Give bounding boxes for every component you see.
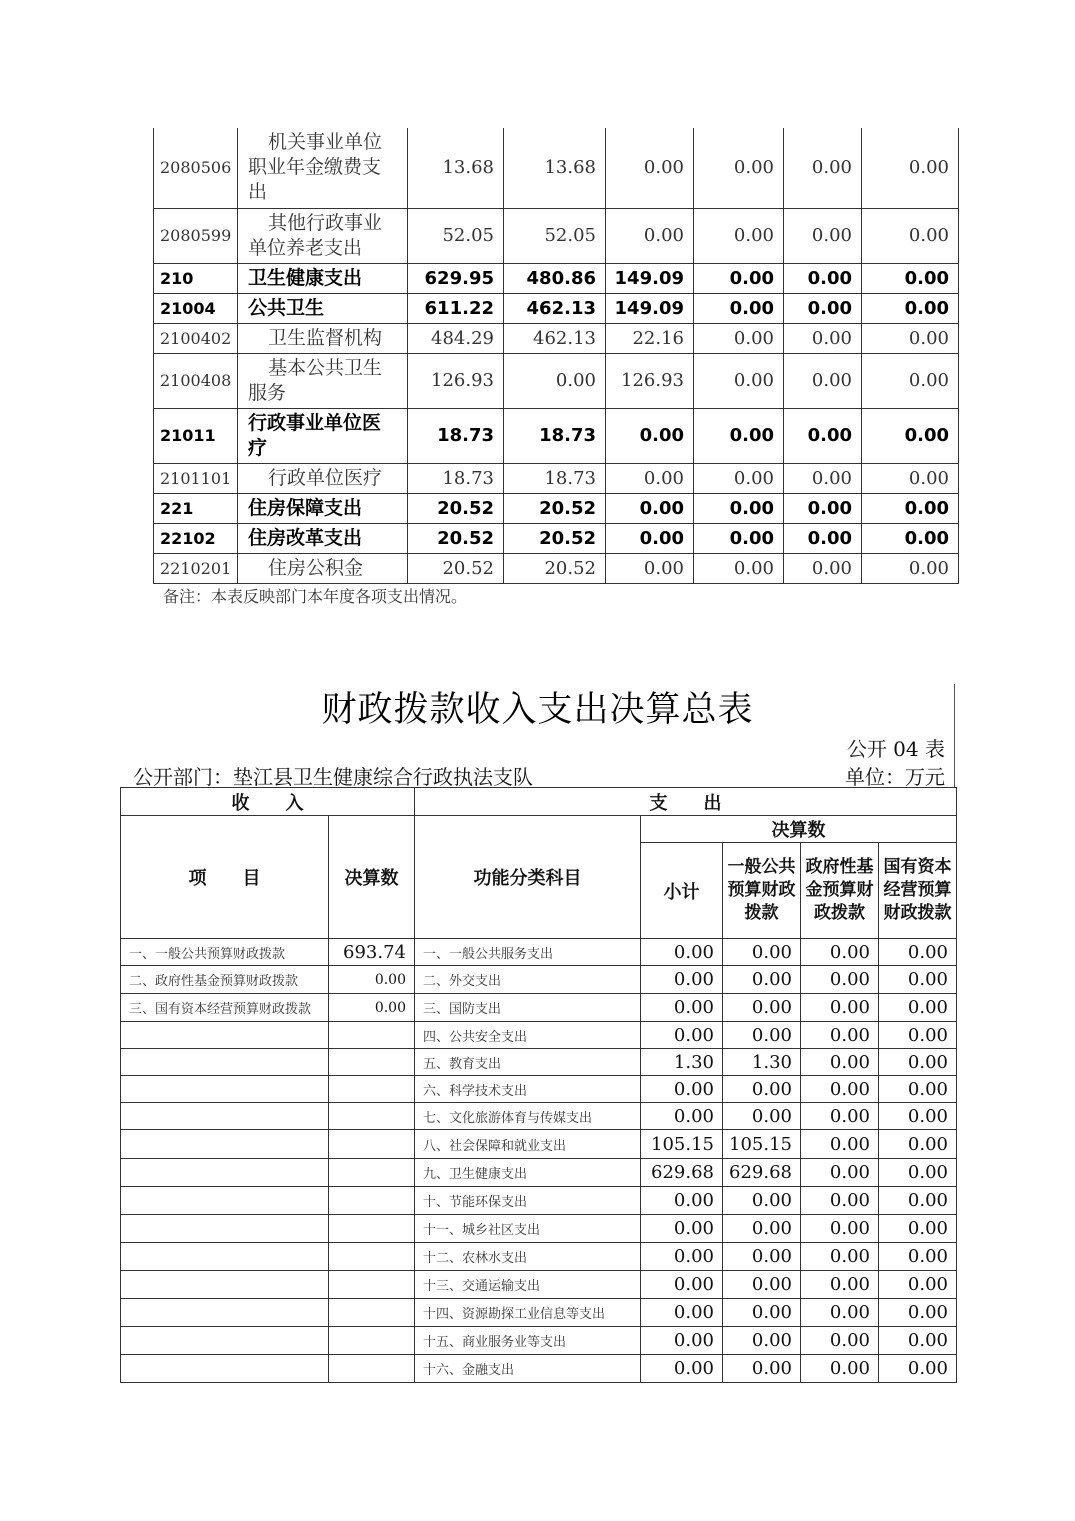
amount-cell: 0.00 xyxy=(606,463,694,493)
income-item xyxy=(121,1327,329,1355)
table-row xyxy=(121,1022,957,1049)
expense-item: 五、教育支出 xyxy=(415,1049,641,1076)
account-name: 基本公共卫生服务 xyxy=(238,353,408,408)
func-class-header: 功能分类科目 xyxy=(415,816,641,939)
income-item xyxy=(121,1243,329,1271)
amount-cell: 20.52 xyxy=(408,493,504,523)
expense-amount: 0.00 xyxy=(641,1103,723,1130)
table-note: 备注：本表反映部门本年度各项支出情况。 xyxy=(163,587,468,606)
expense-item: 三、国防支出 xyxy=(415,994,641,1022)
expense-amount: 0.00 xyxy=(641,1215,723,1243)
amount-cell: 0.00 xyxy=(862,293,959,323)
amount-cell: 611.22 xyxy=(408,293,504,323)
amount-cell: 0.00 xyxy=(694,493,784,523)
table-row xyxy=(154,523,959,553)
table-row xyxy=(154,293,959,323)
expense-amount: 0.00 xyxy=(879,1022,957,1049)
expense-amount: 0.00 xyxy=(723,1022,801,1049)
expense-item: 七、文化旅游体育与传媒支出 xyxy=(415,1103,641,1130)
income-amount xyxy=(329,1076,415,1103)
amount-cell: 149.09 xyxy=(606,263,694,293)
expense-amount: 0.00 xyxy=(641,1299,723,1327)
expense-item: 十六、金融支出 xyxy=(415,1355,641,1383)
income-amount xyxy=(329,1103,415,1130)
income-header: 收 入 xyxy=(121,788,415,816)
expense-amount: 0.00 xyxy=(723,1076,801,1103)
expense-header: 支 出 xyxy=(415,788,957,816)
account-name: 住房保障支出 xyxy=(238,493,408,523)
amount-cell: 18.73 xyxy=(408,408,504,463)
expense-amount: 0.00 xyxy=(723,1327,801,1355)
expense-amount: 0.00 xyxy=(641,1355,723,1383)
amount-cell: 0.00 xyxy=(862,323,959,353)
expense-amount: 0.00 xyxy=(879,1187,957,1215)
expense-amount: 0.00 xyxy=(801,1103,879,1130)
expense-amount: 0.00 xyxy=(801,1243,879,1271)
amount-cell: 0.00 xyxy=(784,493,862,523)
expense-amount: 0.00 xyxy=(879,1159,957,1187)
income-amount xyxy=(329,1159,415,1187)
account-name: 住房改革支出 xyxy=(238,523,408,553)
amount-cell: 20.52 xyxy=(504,493,606,523)
expense-item: 一、一般公共服务支出 xyxy=(415,939,641,966)
item-header: 项 目 xyxy=(121,816,329,939)
table-row xyxy=(121,1187,957,1215)
account-name: 行政事业单位医疗 xyxy=(238,408,408,463)
account-code: 2210201 xyxy=(154,553,238,583)
account-name: 公共卫生 xyxy=(238,293,408,323)
income-item: 二、政府性基金预算财政拨款 xyxy=(121,966,329,994)
income-amount xyxy=(329,1130,415,1159)
expense-item: 八、社会保障和就业支出 xyxy=(415,1130,641,1159)
amount-cell: 149.09 xyxy=(606,293,694,323)
expense-item: 九、卫生健康支出 xyxy=(415,1159,641,1187)
income-amount xyxy=(329,1355,415,1383)
amount-cell: 484.29 xyxy=(408,323,504,353)
amount-cell: 18.73 xyxy=(504,408,606,463)
income-item xyxy=(121,1130,329,1159)
amount-cell: 0.00 xyxy=(694,208,784,263)
account-code: 2100408 xyxy=(154,353,238,408)
amount-cell: 52.05 xyxy=(504,208,606,263)
amount-cell: 462.13 xyxy=(504,293,606,323)
expense-amount: 0.00 xyxy=(801,1076,879,1103)
account-code: 2080506 xyxy=(154,128,238,208)
expense-amount: 0.00 xyxy=(723,1187,801,1215)
amount-cell: 0.00 xyxy=(694,408,784,463)
amount-cell: 13.68 xyxy=(408,128,504,208)
expense-item: 十五、商业服务业等支出 xyxy=(415,1327,641,1355)
expense-amount: 0.00 xyxy=(723,994,801,1022)
table-row xyxy=(154,323,959,353)
account-code: 2101101 xyxy=(154,463,238,493)
amount-cell: 0.00 xyxy=(606,128,694,208)
expense-amount: 0.00 xyxy=(801,994,879,1022)
expense-amount: 0.00 xyxy=(879,1299,957,1327)
expense-amount: 0.00 xyxy=(801,1215,879,1243)
table-row xyxy=(154,493,959,523)
income-amount-header: 决算数 xyxy=(329,816,415,939)
expense-item: 二、外交支出 xyxy=(415,966,641,994)
income-amount xyxy=(329,1271,415,1299)
expense-item: 十、节能环保支出 xyxy=(415,1187,641,1215)
expense-amount: 0.00 xyxy=(723,1355,801,1383)
amount-cell: 20.52 xyxy=(504,553,606,583)
expense-amount: 0.00 xyxy=(879,1130,957,1159)
expense-amount: 0.00 xyxy=(723,1215,801,1243)
expense-amount: 105.15 xyxy=(723,1130,801,1159)
expense-amount: 0.00 xyxy=(879,1243,957,1271)
table-row xyxy=(121,1159,957,1187)
table-row xyxy=(121,1103,957,1130)
table-row xyxy=(121,1130,957,1159)
expense-item: 十一、城乡社区支出 xyxy=(415,1215,641,1243)
income-item xyxy=(121,1215,329,1243)
amount-cell: 126.93 xyxy=(408,353,504,408)
expense-amount: 0.00 xyxy=(801,966,879,994)
table-row xyxy=(121,1299,957,1327)
income-item xyxy=(121,1271,329,1299)
expense-amount: 0.00 xyxy=(879,994,957,1022)
expense-amount: 0.00 xyxy=(801,1327,879,1355)
amount-cell: 0.00 xyxy=(862,463,959,493)
amount-cell: 13.68 xyxy=(504,128,606,208)
expense-amount: 0.00 xyxy=(641,1327,723,1355)
expense-amount: 0.00 xyxy=(801,1022,879,1049)
expense-amount: 0.00 xyxy=(641,1243,723,1271)
account-name: 机关事业单位职业年金缴费支出 xyxy=(238,128,408,208)
amount-cell: 0.00 xyxy=(784,353,862,408)
amount-cell: 20.52 xyxy=(408,553,504,583)
amount-cell: 0.00 xyxy=(862,208,959,263)
account-code: 210 xyxy=(154,263,238,293)
expense-item: 十二、农林水支出 xyxy=(415,1243,641,1271)
account-code: 2100402 xyxy=(154,323,238,353)
amount-cell: 0.00 xyxy=(504,353,606,408)
table-row xyxy=(121,1215,957,1243)
subtotal-header: 小计 xyxy=(641,843,723,939)
income-amount: 693.74 xyxy=(329,939,415,966)
table-row xyxy=(154,263,959,293)
table-row xyxy=(154,463,959,493)
table-row xyxy=(121,939,957,966)
expense-amount: 0.00 xyxy=(879,1076,957,1103)
amount-cell: 480.86 xyxy=(504,263,606,293)
expense-amount: 0.00 xyxy=(723,1271,801,1299)
amount-cell: 0.00 xyxy=(784,128,862,208)
income-item xyxy=(121,1103,329,1130)
income-item xyxy=(121,1159,329,1187)
expense-amount: 0.00 xyxy=(801,1130,879,1159)
amount-cell: 0.00 xyxy=(694,323,784,353)
expense-amount: 0.00 xyxy=(879,1103,957,1130)
table-row xyxy=(154,208,959,263)
income-item: 三、国有资本经营预算财政拨款 xyxy=(121,994,329,1022)
expense-amount: 0.00 xyxy=(641,966,723,994)
amount-cell: 0.00 xyxy=(694,128,784,208)
table-row xyxy=(121,1271,957,1299)
gov-fund-header: 政府性基金预算财政拨款 xyxy=(801,843,879,939)
table-row xyxy=(154,553,959,583)
income-amount xyxy=(329,1327,415,1355)
amount-cell: 0.00 xyxy=(862,128,959,208)
account-name: 卫生健康支出 xyxy=(238,263,408,293)
amount-cell: 0.00 xyxy=(784,523,862,553)
amount-cell: 20.52 xyxy=(504,523,606,553)
table-row xyxy=(121,1243,957,1271)
amount-cell: 18.73 xyxy=(408,463,504,493)
income-amount xyxy=(329,1049,415,1076)
table-row xyxy=(154,128,959,208)
page-title: 财政拨款收入支出决算总表 xyxy=(321,690,754,730)
income-item xyxy=(121,1355,329,1383)
amount-cell: 52.05 xyxy=(408,208,504,263)
expense-amount: 629.68 xyxy=(641,1159,723,1187)
expense-amount: 0.00 xyxy=(723,1103,801,1130)
amount-cell: 629.95 xyxy=(408,263,504,293)
expense-amount: 0.00 xyxy=(879,1215,957,1243)
income-item xyxy=(121,1076,329,1103)
expense-amount: 0.00 xyxy=(641,1187,723,1215)
amount-cell: 0.00 xyxy=(784,323,862,353)
amount-cell: 22.16 xyxy=(606,323,694,353)
amount-cell: 0.00 xyxy=(606,523,694,553)
expense-amount: 0.00 xyxy=(723,1243,801,1271)
table-row xyxy=(121,1076,957,1103)
amount-cell: 0.00 xyxy=(784,408,862,463)
amount-cell: 0.00 xyxy=(862,493,959,523)
account-code: 22102 xyxy=(154,523,238,553)
form-number: 公开 04 表 xyxy=(846,737,945,761)
fiscal-summary-table xyxy=(120,787,957,1383)
amount-cell: 0.00 xyxy=(784,463,862,493)
amount-cell: 0.00 xyxy=(606,553,694,583)
expense-amount: 0.00 xyxy=(879,939,957,966)
expense-amount: 629.68 xyxy=(723,1159,801,1187)
table-row xyxy=(154,353,959,408)
table-row xyxy=(121,1327,957,1355)
amount-cell: 18.73 xyxy=(504,463,606,493)
table-row xyxy=(121,966,957,994)
account-name: 住房公积金 xyxy=(238,553,408,583)
expense-amount: 0.00 xyxy=(641,1271,723,1299)
expense-amount: 0.00 xyxy=(801,1187,879,1215)
expense-amount: 0.00 xyxy=(641,1076,723,1103)
account-code: 2080599 xyxy=(154,208,238,263)
expense-amount: 0.00 xyxy=(879,1355,957,1383)
general-budget-header: 一般公共预算财政拨款 xyxy=(723,843,801,939)
expense-amount: 0.00 xyxy=(801,1355,879,1383)
expense-amount: 1.30 xyxy=(723,1049,801,1076)
amount-cell: 0.00 xyxy=(694,263,784,293)
amount-cell: 0.00 xyxy=(694,293,784,323)
income-amount xyxy=(329,1243,415,1271)
income-item xyxy=(121,1187,329,1215)
amount-cell: 0.00 xyxy=(862,553,959,583)
expense-item: 六、科学技术支出 xyxy=(415,1076,641,1103)
final-group-header: 决算数 xyxy=(641,816,957,843)
amount-cell: 0.00 xyxy=(862,523,959,553)
income-amount xyxy=(329,1022,415,1049)
income-item xyxy=(121,1049,329,1076)
account-code: 221 xyxy=(154,493,238,523)
expense-amount: 0.00 xyxy=(801,939,879,966)
table-row xyxy=(121,1049,957,1076)
expense-item: 四、公共安全支出 xyxy=(415,1022,641,1049)
expense-amount: 0.00 xyxy=(879,1271,957,1299)
expense-amount: 0.00 xyxy=(641,1022,723,1049)
amount-cell: 0.00 xyxy=(606,208,694,263)
amount-cell: 0.00 xyxy=(862,408,959,463)
income-amount: 0.00 xyxy=(329,994,415,1022)
account-name: 行政单位医疗 xyxy=(238,463,408,493)
amount-cell: 0.00 xyxy=(606,408,694,463)
amount-cell: 0.00 xyxy=(606,493,694,523)
expense-amount: 0.00 xyxy=(879,1327,957,1355)
income-item: 一、一般公共预算财政拨款 xyxy=(121,939,329,966)
table-row xyxy=(154,408,959,463)
amount-cell: 0.00 xyxy=(694,353,784,408)
expense-amount: 0.00 xyxy=(723,939,801,966)
amount-cell: 126.93 xyxy=(606,353,694,408)
expense-item: 十四、资源勘探工业信息等支出 xyxy=(415,1299,641,1327)
amount-cell: 0.00 xyxy=(784,553,862,583)
expense-item: 十三、交通运输支出 xyxy=(415,1271,641,1299)
expense-amount: 105.15 xyxy=(641,1130,723,1159)
amount-cell: 0.00 xyxy=(694,523,784,553)
amount-cell: 20.52 xyxy=(408,523,504,553)
expense-amount: 0.00 xyxy=(801,1159,879,1187)
account-code: 21011 xyxy=(154,408,238,463)
expense-amount: 0.00 xyxy=(879,1049,957,1076)
amount-cell: 0.00 xyxy=(694,553,784,583)
income-item xyxy=(121,1022,329,1049)
amount-cell: 0.00 xyxy=(784,263,862,293)
amount-cell: 462.13 xyxy=(504,323,606,353)
income-item xyxy=(121,1299,329,1327)
amount-cell: 0.00 xyxy=(784,208,862,263)
account-name: 其他行政事业单位养老支出 xyxy=(238,208,408,263)
expense-amount: 0.00 xyxy=(801,1299,879,1327)
department-label: 公开部门：垫江县卫生健康综合行政执法支队 xyxy=(133,765,533,789)
expense-amount: 0.00 xyxy=(641,994,723,1022)
account-name: 卫生监督机构 xyxy=(238,323,408,353)
income-amount xyxy=(329,1299,415,1327)
income-amount xyxy=(329,1187,415,1215)
expense-amount: 0.00 xyxy=(801,1049,879,1076)
amount-cell: 0.00 xyxy=(862,263,959,293)
amount-cell: 0.00 xyxy=(784,293,862,323)
expense-amount: 0.00 xyxy=(879,966,957,994)
expense-amount: 0.00 xyxy=(801,1271,879,1299)
table-row xyxy=(121,1355,957,1383)
state-capital-header: 国有资本经营预算财政拨款 xyxy=(879,843,957,939)
expense-amount: 0.00 xyxy=(723,966,801,994)
expense-detail-table xyxy=(153,128,959,584)
unit-label: 单位：万元 xyxy=(845,765,945,789)
expense-amount: 0.00 xyxy=(723,1299,801,1327)
income-amount xyxy=(329,1215,415,1243)
table-row xyxy=(121,994,957,1022)
expense-amount: 1.30 xyxy=(641,1049,723,1076)
income-amount: 0.00 xyxy=(329,966,415,994)
expense-amount: 0.00 xyxy=(641,939,723,966)
account-code: 21004 xyxy=(154,293,238,323)
amount-cell: 0.00 xyxy=(694,463,784,493)
amount-cell: 0.00 xyxy=(862,353,959,408)
